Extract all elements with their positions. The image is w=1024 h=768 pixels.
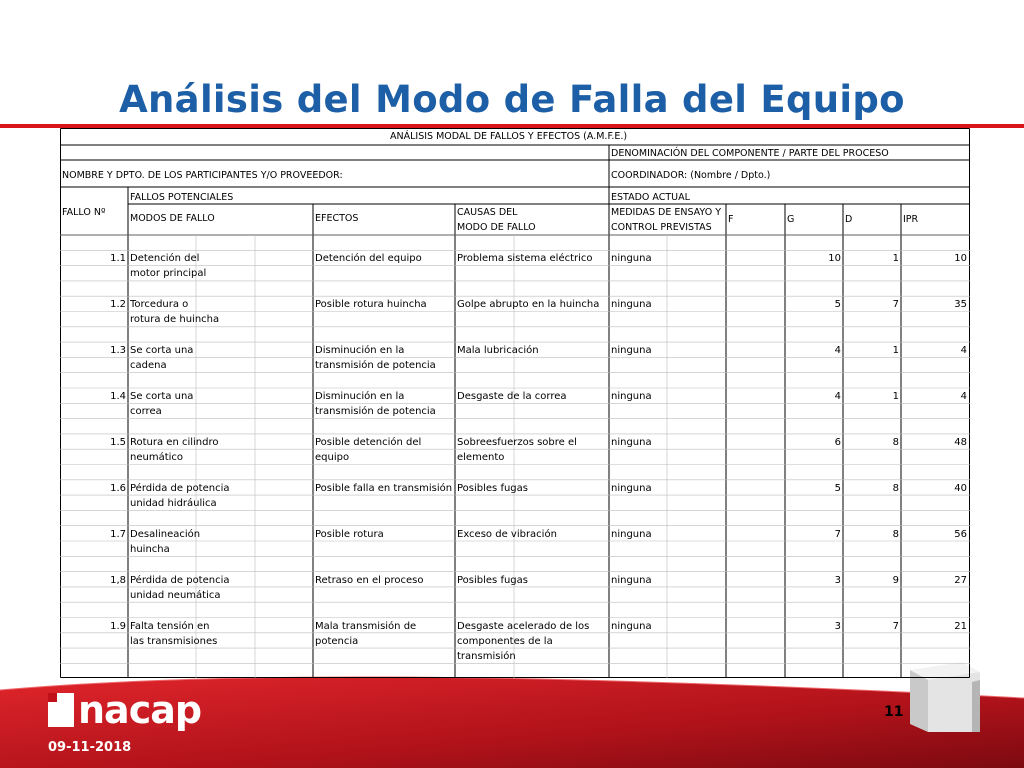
- valor-d: 7: [892, 298, 899, 310]
- modo-de-fallo: Rotura en cilindro: [130, 436, 219, 448]
- valor-d: 9: [892, 574, 899, 586]
- valor-d: 8: [892, 528, 899, 540]
- valor-d: 1: [892, 252, 899, 264]
- valor-g: 6: [834, 436, 841, 448]
- causa: Desgaste acelerado de los: [457, 620, 590, 632]
- efecto: transmisión de potencia: [315, 359, 436, 371]
- medida-control: ninguna: [611, 252, 652, 264]
- efecto: Disminución en la: [315, 344, 405, 356]
- causa: componentes de la: [457, 635, 553, 647]
- valor-ipr: 4: [960, 390, 967, 402]
- efecto: Posible rotura huincha: [315, 298, 427, 310]
- modo-de-fallo: motor principal: [130, 267, 207, 279]
- valor-ipr: 35: [954, 298, 967, 310]
- valor-d: 8: [892, 482, 899, 494]
- modo-de-fallo: unidad hidráulica: [130, 497, 217, 509]
- efecto: Detención del equipo: [315, 252, 422, 264]
- modo-de-fallo: correa: [130, 405, 162, 417]
- header-medidas-2: CONTROL PREVISTAS: [611, 222, 712, 233]
- header-g: G: [787, 214, 795, 225]
- medida-control: ninguna: [611, 528, 652, 540]
- fallo-number: 1.7: [110, 528, 126, 540]
- valor-d: 1: [892, 344, 899, 356]
- fallo-number: 1.6: [110, 482, 126, 494]
- header-estado-actual: ESTADO ACTUAL: [611, 192, 690, 203]
- valor-g: 4: [834, 344, 841, 356]
- medida-control: ninguna: [611, 620, 652, 632]
- valor-ipr: 21: [954, 620, 967, 632]
- causa: Exceso de vibración: [457, 528, 557, 540]
- valor-g: 5: [834, 298, 841, 310]
- valor-g: 7: [834, 528, 841, 540]
- header-coordinador: COORDINADOR: (Nombre / Dpto.): [611, 170, 771, 181]
- valor-ipr: 56: [954, 528, 967, 540]
- valor-ipr: 10: [954, 252, 967, 264]
- fallo-number: 1.4: [110, 390, 126, 402]
- modo-de-fallo: rotura de huincha: [130, 313, 220, 325]
- fallo-number: 1.9: [110, 620, 126, 632]
- modo-de-fallo: Se corta una: [130, 390, 194, 402]
- modo-de-fallo: Se corta una: [130, 344, 194, 356]
- causa: Sobreesfuerzos sobre el: [457, 436, 577, 448]
- efecto: Disminución en la: [315, 390, 405, 402]
- causa: Golpe abrupto en la huincha: [457, 298, 600, 310]
- fallo-number: 1,8: [110, 574, 126, 586]
- fallo-number: 1.3: [110, 344, 126, 356]
- medida-control: ninguna: [611, 482, 652, 494]
- header-ipr: IPR: [903, 214, 919, 225]
- modo-de-fallo: unidad neumática: [130, 589, 221, 601]
- modo-de-fallo: huincha: [130, 543, 170, 555]
- inacap-logo: [48, 688, 202, 732]
- efecto: Posible falla en transmisión: [315, 482, 453, 494]
- header-causas-1: CAUSAS DEL: [457, 207, 518, 218]
- valor-ipr: 40: [954, 482, 967, 494]
- modo-de-fallo: Falta tensión en: [130, 620, 210, 632]
- fallo-number: 1.2: [110, 298, 126, 310]
- medida-control: ninguna: [611, 574, 652, 586]
- header-modos: MODOS DE FALLO: [130, 213, 215, 224]
- efecto: Mala transmisión de: [315, 620, 417, 632]
- efecto: Posible rotura: [315, 528, 384, 540]
- header-participantes: NOMBRE Y DPTO. DE LOS PARTICIPANTES Y/O PROVEEDOR:: [62, 170, 343, 181]
- causa: transmisión: [457, 651, 516, 663]
- header-f: F: [728, 214, 734, 225]
- medida-control: ninguna: [611, 390, 652, 402]
- modo-de-fallo: las transmisiones: [130, 635, 218, 647]
- valor-d: 8: [892, 436, 899, 448]
- amfe-table: [60, 128, 970, 678]
- valor-g: 4: [834, 390, 841, 402]
- causa: Problema sistema eléctrico: [457, 252, 593, 264]
- causa: Desgaste de la correa: [457, 390, 567, 402]
- header-fallos-potenciales: FALLOS POTENCIALES: [130, 192, 234, 203]
- medida-control: ninguna: [611, 298, 652, 310]
- header-causas-2: MODO DE FALLO: [457, 222, 536, 233]
- valor-g: 10: [828, 252, 841, 264]
- fallo-number: 1.5: [110, 436, 126, 448]
- modo-de-fallo: Desalineación: [130, 528, 201, 540]
- valor-g: 3: [834, 620, 841, 632]
- modo-de-fallo: Pérdida de potencia: [130, 482, 230, 494]
- header-amfe: ANÁLISIS MODAL DE FALLOS Y EFECTOS (A.M.F.E.): [390, 131, 628, 142]
- efecto: Retraso en el proceso: [315, 574, 424, 586]
- modo-de-fallo: Torcedura o: [130, 298, 189, 310]
- efecto: potencia: [315, 635, 359, 647]
- page-number: 11: [884, 704, 904, 720]
- header-denominacion: DENOMINACIÓN DEL COMPONENTE / PARTE DEL PROCESO: [611, 148, 889, 159]
- medida-control: ninguna: [611, 344, 652, 356]
- valor-ipr: 27: [954, 574, 967, 586]
- modo-de-fallo: cadena: [130, 359, 167, 371]
- causa: Posibles fugas: [457, 574, 528, 586]
- header-efectos: EFECTOS: [315, 213, 359, 224]
- valor-g: 5: [834, 482, 841, 494]
- modo-de-fallo: Pérdida de potencia: [130, 574, 230, 586]
- logo-text: nacap: [78, 688, 202, 732]
- slide-title: Análisis del Modo de Falla del Equipo: [119, 78, 905, 121]
- valor-ipr: 48: [954, 436, 967, 448]
- header-fallo-no: FALLO Nº: [62, 207, 106, 218]
- header-medidas-1: MEDIDAS DE ENSAYO Y: [611, 207, 722, 218]
- efecto: equipo: [315, 451, 350, 463]
- valor-g: 3: [834, 574, 841, 586]
- valor-ipr: 4: [960, 344, 967, 356]
- efecto: transmisión de potencia: [315, 405, 436, 417]
- logo-mark-icon: [48, 693, 74, 727]
- valor-d: 7: [892, 620, 899, 632]
- fallo-number: 1.1: [110, 252, 126, 264]
- modo-de-fallo: neumático: [130, 451, 184, 463]
- efecto: Posible detención del: [315, 436, 422, 448]
- causa: elemento: [457, 451, 505, 463]
- causa: Posibles fugas: [457, 482, 528, 494]
- modo-de-fallo: Detención del: [130, 252, 200, 264]
- medida-control: ninguna: [611, 436, 652, 448]
- header-d: D: [845, 214, 853, 225]
- slide-date: 09-11-2018: [48, 740, 132, 755]
- valor-d: 1: [892, 390, 899, 402]
- causa: Mala lubricación: [457, 344, 539, 356]
